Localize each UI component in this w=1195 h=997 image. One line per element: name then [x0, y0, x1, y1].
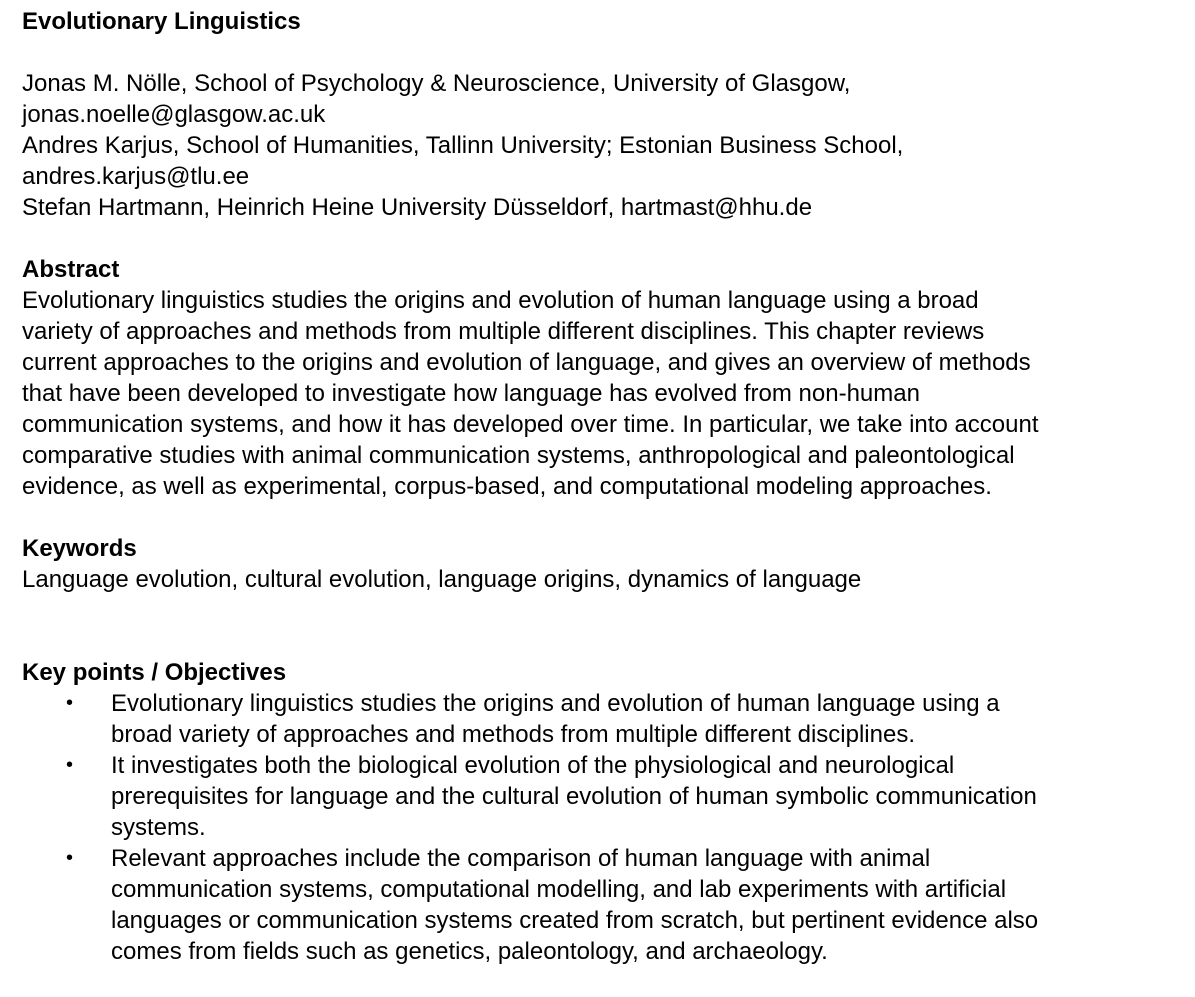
abstract-line: evidence, as well as experimental, corpus-based, and computational modeling approaches. [22, 473, 992, 500]
list-item [22, 688, 1192, 750]
list-item-line: languages or communication systems created from scratch, but pertinent evidence also [111, 907, 1039, 934]
keywords-heading: Keywords [22, 535, 137, 562]
abstract-line: communication systems, and how it has developed over time. In particular, we take into account [22, 411, 1039, 438]
author-email: andres.karjus@tlu.ee [22, 163, 250, 190]
abstract-line: current approaches to the origins and evolution of language, and gives an overview of methods [22, 349, 1031, 376]
list-item-line: It investigates both the biological evolution of the physiological and neurological [111, 752, 955, 779]
author-email: jonas.noelle@glasgow.ac.uk [22, 101, 326, 128]
list-item-line: communication systems, computational modelling, and lab experiments with artificial [111, 876, 1007, 903]
list-item-line: Relevant approaches include the comparison of human language with animal [111, 845, 931, 872]
list-item [22, 750, 1192, 843]
author-list [22, 68, 1192, 223]
list-item-line: prerequisites for language and the cultural evolution of human symbolic communication [111, 783, 1037, 810]
document-page [22, 6, 1192, 967]
list-item [22, 843, 1192, 967]
abstract-line: comparative studies with animal communication systems, anthropological and paleontological [22, 442, 1015, 469]
abstract-line: Evolutionary linguistics studies the origins and evolution of human language using a broad [22, 287, 979, 314]
list-item-line: comes from fields such as genetics, paleontology, and archaeology. [111, 938, 828, 965]
key-points-heading: Key points / Objectives [22, 659, 287, 686]
abstract-section [22, 254, 1192, 502]
keywords-text: Language evolution, cultural evolution, language origins, dynamics of language [22, 566, 862, 593]
bullet-icon: • [66, 692, 74, 714]
key-points-list [22, 688, 1192, 967]
key-points-section [22, 657, 1192, 967]
list-item-line: broad variety of approaches and methods from multiple different disciplines. [111, 721, 915, 748]
bullet-icon: • [66, 847, 74, 869]
abstract-line: variety of approaches and methods from multiple different disciplines. This chapter reviews [22, 318, 985, 345]
bullet-icon: • [66, 754, 74, 776]
author-line: Stefan Hartmann, Heinrich Heine University Düsseldorf, hartmast@hhu.de [22, 194, 813, 221]
list-item-line: Evolutionary linguistics studies the origins and evolution of human language using a [111, 690, 1000, 717]
author-line: Jonas M. Nölle, School of Psychology & Neuroscience, University of Glasgow, [22, 70, 851, 97]
list-item-line: systems. [111, 814, 206, 841]
document-title: Evolutionary Linguistics [22, 8, 301, 35]
abstract-heading: Abstract [22, 256, 120, 283]
author-line: Andres Karjus, School of Humanities, Tallinn University; Estonian Business School, [22, 132, 904, 159]
abstract-line: that have been developed to investigate how language has evolved from non-human [22, 380, 920, 407]
keywords-section [22, 533, 1192, 595]
